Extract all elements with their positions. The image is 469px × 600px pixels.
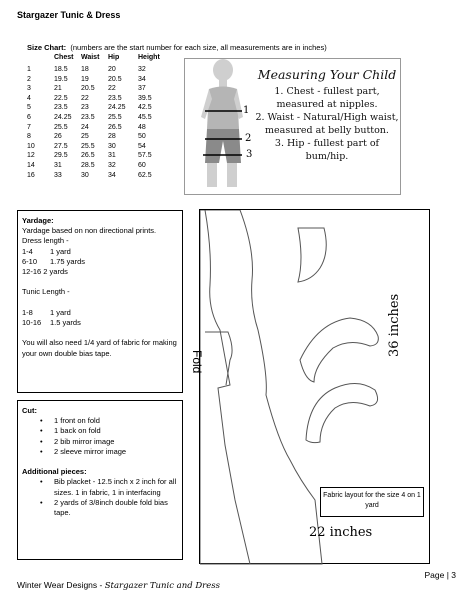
size-chart-row — [27, 65, 168, 75]
yardage-row — [22, 308, 178, 318]
size-chart-cell: 14 — [27, 161, 35, 169]
fabric-layout-note: Fabric layout for the size 4 on 1 yard — [320, 487, 424, 517]
size-chart-row — [27, 84, 168, 94]
size-chart-cell: 23.5 — [81, 113, 95, 121]
size-chart-cell: 20 — [108, 66, 116, 73]
page-number: Page | 3 — [424, 570, 456, 580]
size-chart-cell: 32 — [138, 66, 146, 73]
size-chart-cell: 27.5 — [54, 142, 68, 150]
sleeve-piece-outline — [300, 318, 378, 382]
yardage-heading: Yardage: — [22, 216, 54, 225]
size-chart-cell: 57.5 — [138, 152, 152, 160]
fold-label: Fold — [190, 350, 204, 374]
document-title: Stargazer Tunic & Dress — [17, 10, 121, 20]
yardage-amount: 1.5 yards — [50, 318, 81, 327]
measure-line: measured at nipples. — [276, 99, 378, 110]
size-chart-row — [27, 132, 168, 142]
size-chart-cell: 25.5 — [81, 142, 95, 150]
size-chart-table — [27, 53, 168, 180]
tunic-length-label: Tunic Length - — [22, 287, 70, 297]
child-figure-icon — [185, 59, 255, 194]
size-chart-header: Chest — [54, 54, 74, 61]
size-chart-cell: 26.5 — [108, 123, 122, 131]
size-chart-row — [27, 94, 168, 104]
size-chart-label: Size Chart: — [27, 43, 67, 52]
size-chart-cell: 24 — [81, 123, 89, 131]
size-chart-cell: 28.5 — [81, 161, 95, 169]
size-chart-note: (numbers are the start number for each size, all measurements are in inches) — [70, 43, 327, 52]
height-dimension-label: 36 inches — [387, 293, 402, 357]
size-chart-cell: 6 — [27, 113, 31, 121]
measure-line: 3. Hip - fullest part of bum/hip. — [274, 138, 380, 162]
measure-line: 2. Waist - Natural/High waist, — [255, 112, 399, 123]
cut-heading: Cut: — [22, 406, 37, 415]
measure-instructions — [253, 67, 401, 163]
size-chart-row — [27, 75, 168, 85]
size-chart-header — [27, 53, 54, 65]
size-chart-header-row — [27, 53, 168, 65]
size-chart-cell: 2 — [27, 75, 31, 83]
footer-brand-text: Winter Wear Designs - — [17, 580, 105, 590]
yardage-row — [22, 247, 178, 257]
size-chart-cell: 24.25 — [108, 104, 126, 112]
footer-pattern-name: Stargazer Tunic and Dress — [104, 581, 220, 591]
measuring-child-illustration — [184, 58, 401, 195]
size-chart-header: Waist — [81, 54, 100, 61]
bias-tape-note: You will also need 1/4 yard of fabric for making your own double bias tape. — [22, 338, 177, 358]
measure-heading: Measuring Your Child — [257, 67, 397, 82]
size-chart-cell: 22 — [81, 94, 89, 102]
measure-marker-2: 2 — [245, 133, 252, 144]
yardage-intro: Yardage based on non directional prints. — [22, 226, 157, 236]
yardage-row — [22, 257, 178, 267]
size-chart-cell: 54 — [138, 142, 146, 150]
cut-item: • 2 sleeve mirror image — [40, 447, 178, 457]
size-chart-cell: 31 — [108, 152, 116, 160]
size-range: 1-8 — [22, 307, 33, 317]
size-chart-cell: 18 — [81, 66, 89, 73]
cut-item: • 1 back on fold — [40, 426, 178, 436]
size-chart-row — [27, 171, 168, 181]
size-chart-cell: 20.5 — [81, 85, 95, 93]
yardage-amount: 1 yard — [50, 246, 71, 256]
size-chart-cell: 26 — [54, 133, 62, 141]
size-chart-cell: 28 — [108, 133, 116, 141]
size-chart-cell: 33 — [54, 171, 62, 179]
cut-list — [22, 416, 178, 457]
size-chart-row — [27, 103, 168, 113]
size-chart-cell: 20.5 — [108, 75, 122, 83]
size-chart-cell: 5 — [27, 104, 31, 112]
size-chart-cell: 32 — [108, 161, 116, 169]
bib-piece-outline — [298, 228, 326, 282]
size-chart-cell: 50 — [138, 133, 146, 141]
size-chart-cell: 19 — [81, 75, 89, 83]
yardage-row: 12-16 2 yards — [22, 267, 68, 277]
size-chart-cell: 4 — [27, 94, 31, 102]
size-chart-cell: 25.5 — [108, 113, 122, 121]
size-chart-cell: 34 — [108, 171, 116, 179]
size-chart-row — [27, 142, 168, 152]
yardage-panel — [17, 210, 183, 393]
size-chart-cell: 60 — [138, 161, 146, 169]
cut-item: • 1 front on fold — [40, 416, 178, 426]
size-range: 6-10 — [22, 256, 38, 266]
additional-pieces-heading: Additional pieces: — [22, 467, 87, 477]
size-chart-cell: 42.5 — [138, 104, 152, 112]
size-range: 10-16 — [22, 318, 42, 327]
additional-item: • Bib placket - 12.5 inch x 2 inch for all sizes. 1 in fabric, 1 in interfacing — [40, 477, 178, 497]
size-chart-cell: 25.5 — [54, 123, 68, 131]
size-chart-cell: 10 — [27, 142, 35, 150]
size-chart-cell: 37 — [138, 85, 146, 93]
size-chart-cell: 31 — [54, 161, 62, 169]
size-chart-header: Hip — [108, 54, 120, 61]
size-chart-cell: 26.5 — [81, 152, 95, 160]
cut-panel — [17, 400, 183, 560]
yardage-amount: 1 yard — [50, 307, 71, 317]
size-chart-cell: 23.5 — [108, 94, 122, 102]
front-piece-notch — [205, 332, 232, 385]
additional-pieces-list — [22, 477, 178, 518]
size-chart-cell: 1 — [27, 66, 31, 73]
size-chart-header: Height — [138, 54, 160, 61]
size-chart-row — [27, 123, 168, 133]
size-chart-cell: 7 — [27, 123, 31, 131]
front-piece-outline — [200, 210, 250, 564]
size-chart-cell: 16 — [27, 171, 35, 179]
size-chart-row — [27, 113, 168, 123]
measure-line: 1. Chest - fullest part, — [274, 86, 380, 97]
size-chart-cell: 22.5 — [54, 94, 68, 102]
size-chart-cell: 12 — [27, 152, 35, 160]
size-range: 1-4 — [22, 246, 33, 256]
size-chart-cell: 23 — [81, 104, 89, 112]
size-chart-row — [27, 151, 168, 161]
yardage-row — [22, 318, 178, 328]
size-chart-cell: 3 — [27, 85, 31, 93]
size-chart-cell: 25 — [81, 133, 89, 141]
size-chart-cell: 19.5 — [54, 75, 68, 83]
size-chart-cell: 29.5 — [54, 152, 68, 160]
footer-brand — [17, 580, 220, 591]
sleeve-piece-outline — [306, 383, 378, 442]
additional-item: • 2 yards of 3/8inch double fold bias tape. — [40, 498, 178, 518]
fabric-layout-diagram — [199, 209, 430, 564]
size-chart-cell: 23.5 — [54, 104, 68, 112]
width-dimension-label: 22 inches — [309, 525, 373, 540]
size-chart-cell: 62.5 — [138, 171, 152, 179]
dress-length-label: Dress length - — [22, 236, 69, 246]
size-chart-row — [27, 161, 168, 171]
size-chart-cell: 48 — [138, 123, 146, 131]
measure-line: measured at belly button. — [265, 125, 389, 136]
yardage-amount: 1.75 yards — [50, 256, 86, 266]
size-chart-cell: 18.5 — [54, 66, 68, 73]
size-chart-cell: 22 — [108, 85, 116, 93]
size-chart-cell: 30 — [108, 142, 116, 150]
size-chart-cell: 30 — [81, 171, 89, 179]
cut-item: • 2 bib mirror image — [40, 437, 178, 447]
size-chart-cell: 8 — [27, 133, 31, 141]
size-chart-caption — [27, 43, 327, 52]
measure-marker-3: 3 — [246, 149, 253, 160]
size-chart-cell: 34 — [138, 75, 146, 83]
measure-marker-1: 1 — [243, 105, 250, 116]
size-chart-cell: 39.5 — [138, 94, 152, 102]
size-chart-cell: 21 — [54, 85, 62, 93]
size-chart-cell: 24.25 — [54, 113, 72, 121]
size-chart-cell: 45.5 — [138, 113, 152, 121]
